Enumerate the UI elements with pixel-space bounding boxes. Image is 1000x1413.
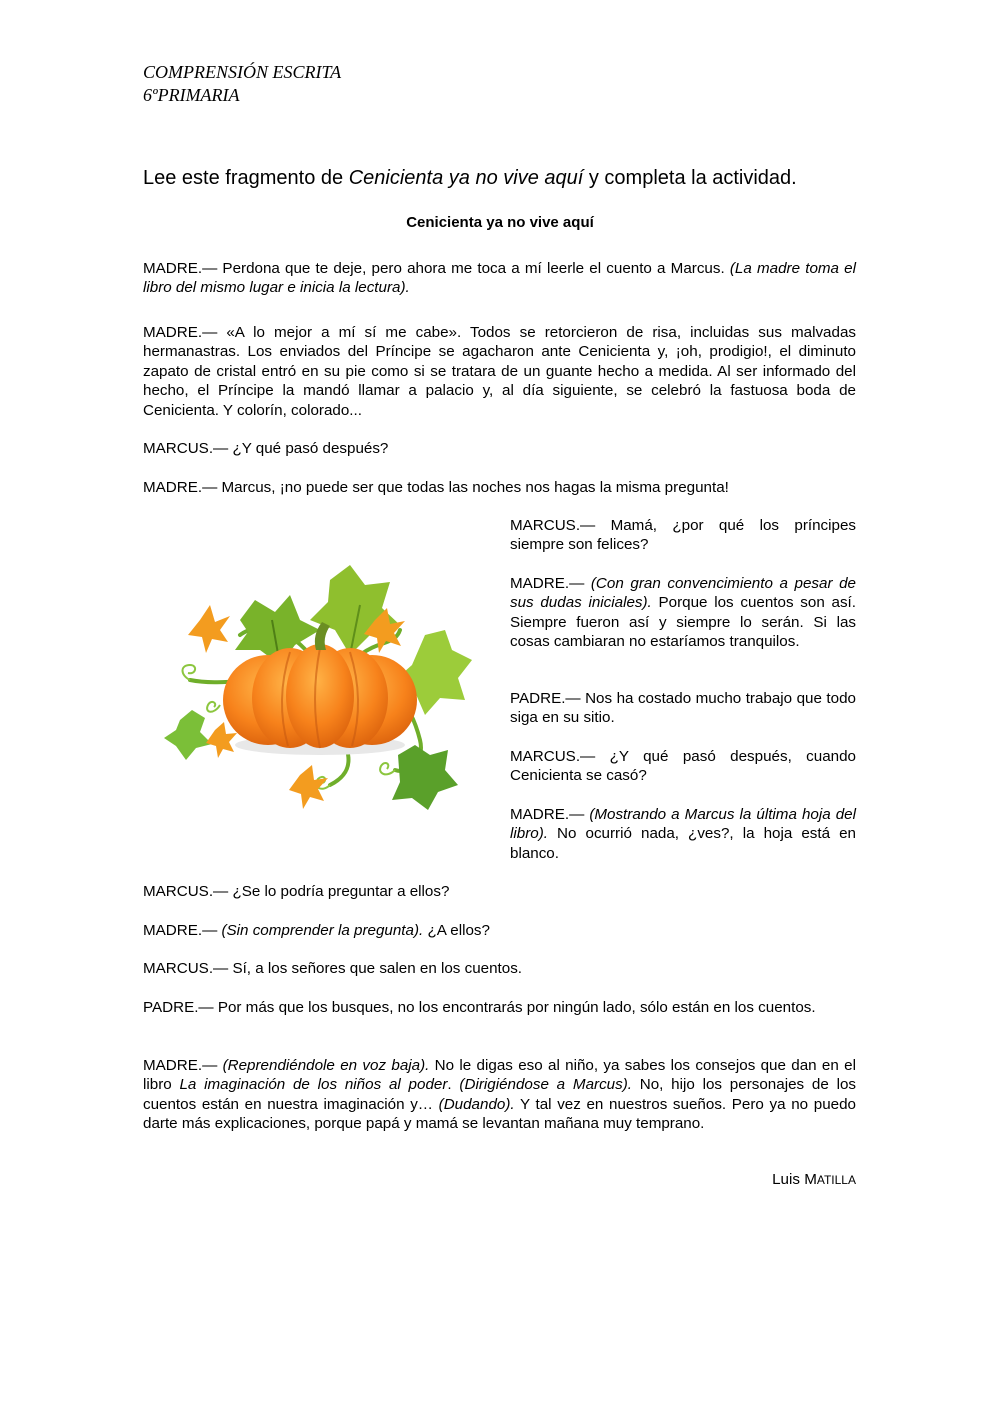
dialogue-c5 — [510, 805, 856, 863]
dialogue-c1: MARCUS.— Mamá, ¿por qué los príncipes siempre son felices? — [510, 517, 856, 554]
worksheet-header — [143, 61, 341, 107]
c5-text: No ocurrió nada, ¿ves?, la hoja está en blanco. — [510, 825, 856, 862]
p9-stage-2: (Dirigiéndose a Marcus). — [459, 1076, 632, 1094]
c2-text: Porque los cuentos son así. Siempre fueron así y siempre lo serán. Si las cosas cambiaran no estaríamos tranquilos. — [510, 594, 856, 651]
p6-text: ¿A ellos? — [423, 922, 490, 939]
p9-text-4: Y tal vez en nuestros sueños. Pero ya no puedo darte más explicaciones, porque papá y mamá se levantan mañana muy temprano. — [143, 1095, 856, 1133]
dialogue-c4: MARCUS.— ¿Y qué pasó después, cuando Cenicienta se casó? — [510, 748, 856, 785]
header-subject: COMPRENSIÓN ESCRITA — [143, 62, 342, 82]
header-grade: 6ºPRIMARIA — [143, 85, 240, 105]
p9-speaker: MADRE.— — [143, 1057, 223, 1074]
dialogue-p7: MARCUS.— Sí, a los señores que salen en los cuentos. — [143, 960, 523, 977]
instructions — [143, 166, 797, 190]
p9-book-title: La imaginación de los niños al poder — [179, 1076, 448, 1094]
c2-stage-direction: (Con gran convencimiento a pesar de sus dudas iniciales). — [510, 575, 856, 612]
dialogue-p2: MADRE.— «A lo mejor a mí sí me cabe». Todos se retorcieron de risa, incluidas sus malvadas hermanastras. Los enviados del Príncipe se agacharon ante Cenicienta y, ¡oh, prodigio!, el diminuto zapato de cristal entró en su pie como si se tratara de un guante hecho a medida. Al ser informado del hecho, el Príncipe la mandó llamar a palacio y, al día siguiente, se celebró la fastuosa boda de Cenicienta. Y colorín, colorado... — [143, 324, 856, 419]
dialogue-c2 — [510, 574, 856, 652]
dialogue-p3: MARCUS.— ¿Y qué pasó después? — [143, 440, 389, 457]
p9-text-3: No, hijo los personajes de los cuentos están en nuestra imaginación y… — [143, 1076, 856, 1113]
author-first-name: Luis — [772, 1171, 805, 1188]
c2-speaker: MADRE.— — [510, 575, 591, 592]
dialogue-p9 — [143, 1056, 856, 1134]
c5-speaker: MADRE.— — [510, 806, 590, 823]
intro-text-end: y completa la actividad. — [583, 167, 797, 189]
intro-text: Lee este fragmento de — [143, 167, 349, 189]
dialogue-c3: PADRE.— Nos ha costado mucho trabajo que todo siga en su sitio. — [510, 690, 856, 727]
p9-stage-3: (Dudando). — [438, 1095, 515, 1113]
author-credit — [772, 1171, 856, 1188]
intro-book-title: Cenicienta ya no vive aquí — [348, 167, 584, 189]
p1-text: MADRE.— Perdona que te deje, pero ahora me toca a mí leerle el cuento a Marcus. — [143, 260, 730, 277]
dialogue-p8: PADRE.— Por más que los busques, no los encontrarás por ningún lado, sólo están en los cuentos. — [143, 999, 816, 1016]
p6-stage-direction: (Sin comprender la pregunta). — [221, 922, 424, 939]
p6-speaker: MADRE.— — [143, 922, 222, 939]
dialogue-p4: MADRE.— Marcus, ¡no puede ser que todas las noches nos hagas la misma pregunta! — [143, 479, 729, 496]
text-title: Cenicienta ya no vive aquí — [406, 214, 594, 231]
dialogue-p1 — [143, 259, 856, 298]
p9-stage-1: (Reprendiéndole en voz baja). — [222, 1057, 430, 1074]
p9-text-2: . — [447, 1076, 460, 1094]
author-last-initial: M — [804, 1171, 817, 1188]
dialogue-p6 — [143, 921, 856, 940]
p1-stage-direction: (La madre toma el libro del mismo lugar e inicia la lectura). — [143, 260, 856, 297]
p9-text-1: No le digas eso al niño, ya sabes los consejos que dan en el libro — [143, 1057, 856, 1094]
c5-stage-direction: (Mostrando a Marcus la última hoja del libro). — [510, 806, 856, 843]
author-last-rest: ATILLA — [816, 1173, 856, 1187]
dialogue-p5: MARCUS.— ¿Se lo podría preguntar a ellos? — [143, 883, 450, 900]
pumpkin-illustration — [160, 560, 480, 820]
